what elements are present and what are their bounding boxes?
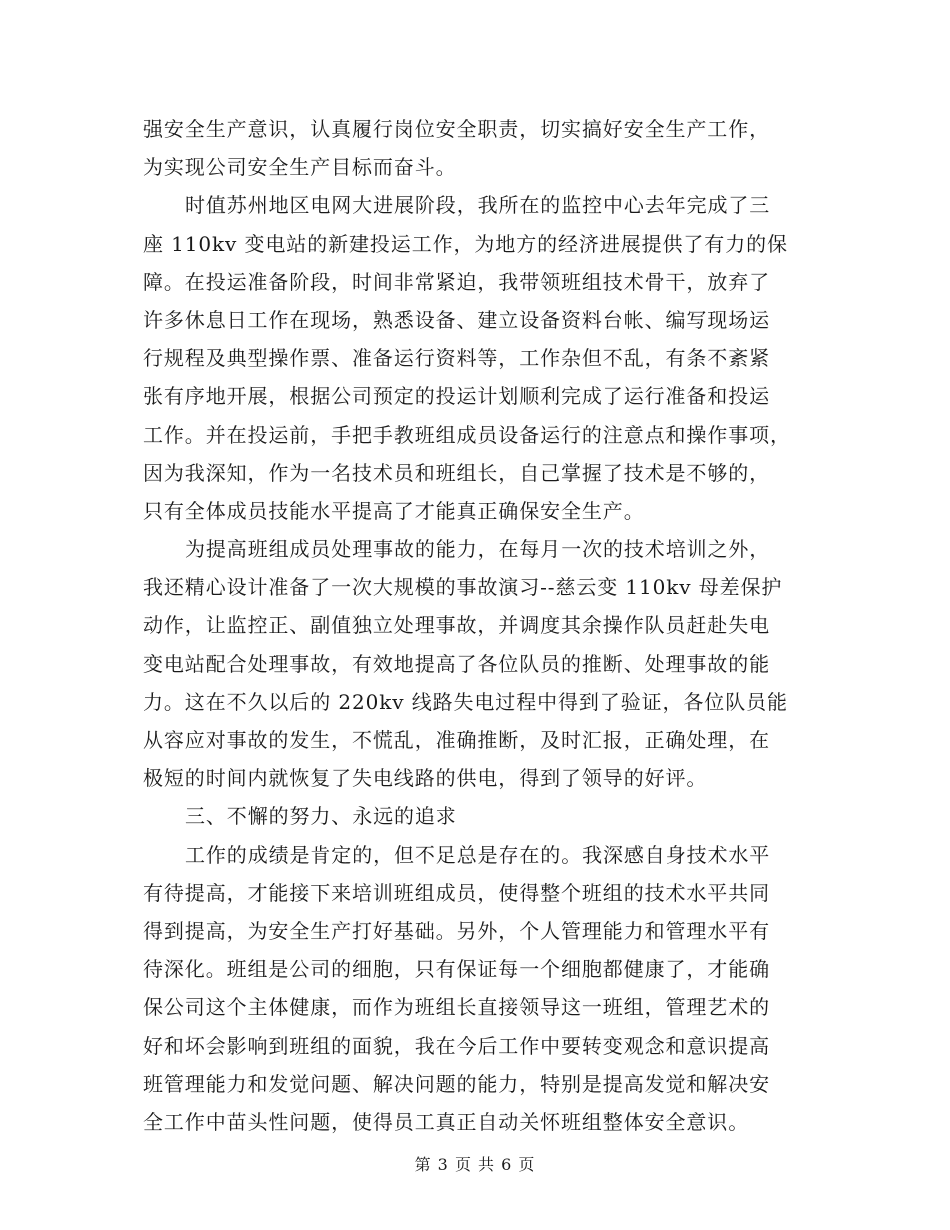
text-line: 行规程及典型操作票、准备运行资料等，工作杂但不乱，有条不紊紧 [143,346,770,371]
text-line: 力。这在不久以后的 220kv 线路失电过程中得到了验证，各位队员能 [143,689,788,714]
text-line: 得到提高，为安全生产打好基础。另外，个人管理能力和管理水平有 [143,918,770,943]
text-line: 许多休息日工作在现场，熟悉设备、建立设备资料台帐、编写现场运 [143,307,770,332]
text-line: 极短的时间内就恢复了失电线路的供电，得到了领导的好评。 [143,766,708,791]
text-line: 保公司这个主体健康，而作为班组长直接领导这一班组，管理艺术的 [143,995,770,1020]
text-line: 座 110kv 变电站的新建投运工作，为地方的经济进展提供了有力的保 [143,231,788,256]
section-heading: 三、不懈的努力、永远的追求 [185,804,457,829]
text-line: 工作的成绩是肯定的，但不足总是存在的。我深感自身技术水平 [185,842,771,867]
text-line: 时值苏州地区电网大进展阶段，我所在的监控中心去年完成了三 [185,193,771,218]
text-line: 有待提高，才能接下来培训班组成员，使得整个班组的技术水平共同 [143,880,770,905]
text-line: 动作，让监控正、副值独立处理事故，并调度其余操作队员赶赴失电 [143,613,770,638]
text-line: 强安全生产意识，认真履行岗位安全职责，切实搞好安全生产工作， [143,117,770,141]
text-line: 待深化。班组是公司的细胞，只有保证每一个细胞都健康了，才能确 [143,957,770,982]
page-number: 第 3 页 共 6 页 [414,1155,536,1174]
text-line: 从容应对事故的发生，不慌乱，准确推断，及时汇报，正确处理，在 [143,728,770,752]
body-text [143,110,813,1141]
text-line: 变电站配合处理事故，有效地提高了各位队员的推断、处理事故的能 [143,651,770,676]
text-line: 只有全体成员技能水平提高了才能真正确保安全生产。 [143,498,645,523]
text-line: 障。在投运准备阶段，时间非常紧迫，我带领班组技术骨干，放弃了 [143,269,770,294]
text-line: 全工作中苗头性问题，使得员工真正自动关怀班组整体安全意识。 [143,1109,750,1134]
text-line: 张有序地开展，根据公司预定的投运计划顺利完成了运行准备和投运 [143,384,770,409]
text-line: 为实现公司安全生产目标而奋斗。 [143,155,457,180]
text-line: 因为我深知，作为一名技术员和班组长，自己掌握了技术是不够的， [143,460,770,485]
text-line: 我还精心设计准备了一次大规模的事故演习--慈云变 110kv 母差保护 [143,575,783,600]
text-line: 为提高班组成员处理事故的能力，在每月一次的技术培训之外， [185,537,771,562]
text-line: 工作。并在投运前，手把手教班组成员设备运行的注意点和操作事项， [143,422,791,447]
text-line: 好和坏会影响到班组的面貌，我在今后工作中要转变观念和意识提高 [143,1033,770,1058]
text-line: 班管理能力和发觉问题、解决问题的能力，特别是提高发觉和解决安 [143,1071,770,1096]
